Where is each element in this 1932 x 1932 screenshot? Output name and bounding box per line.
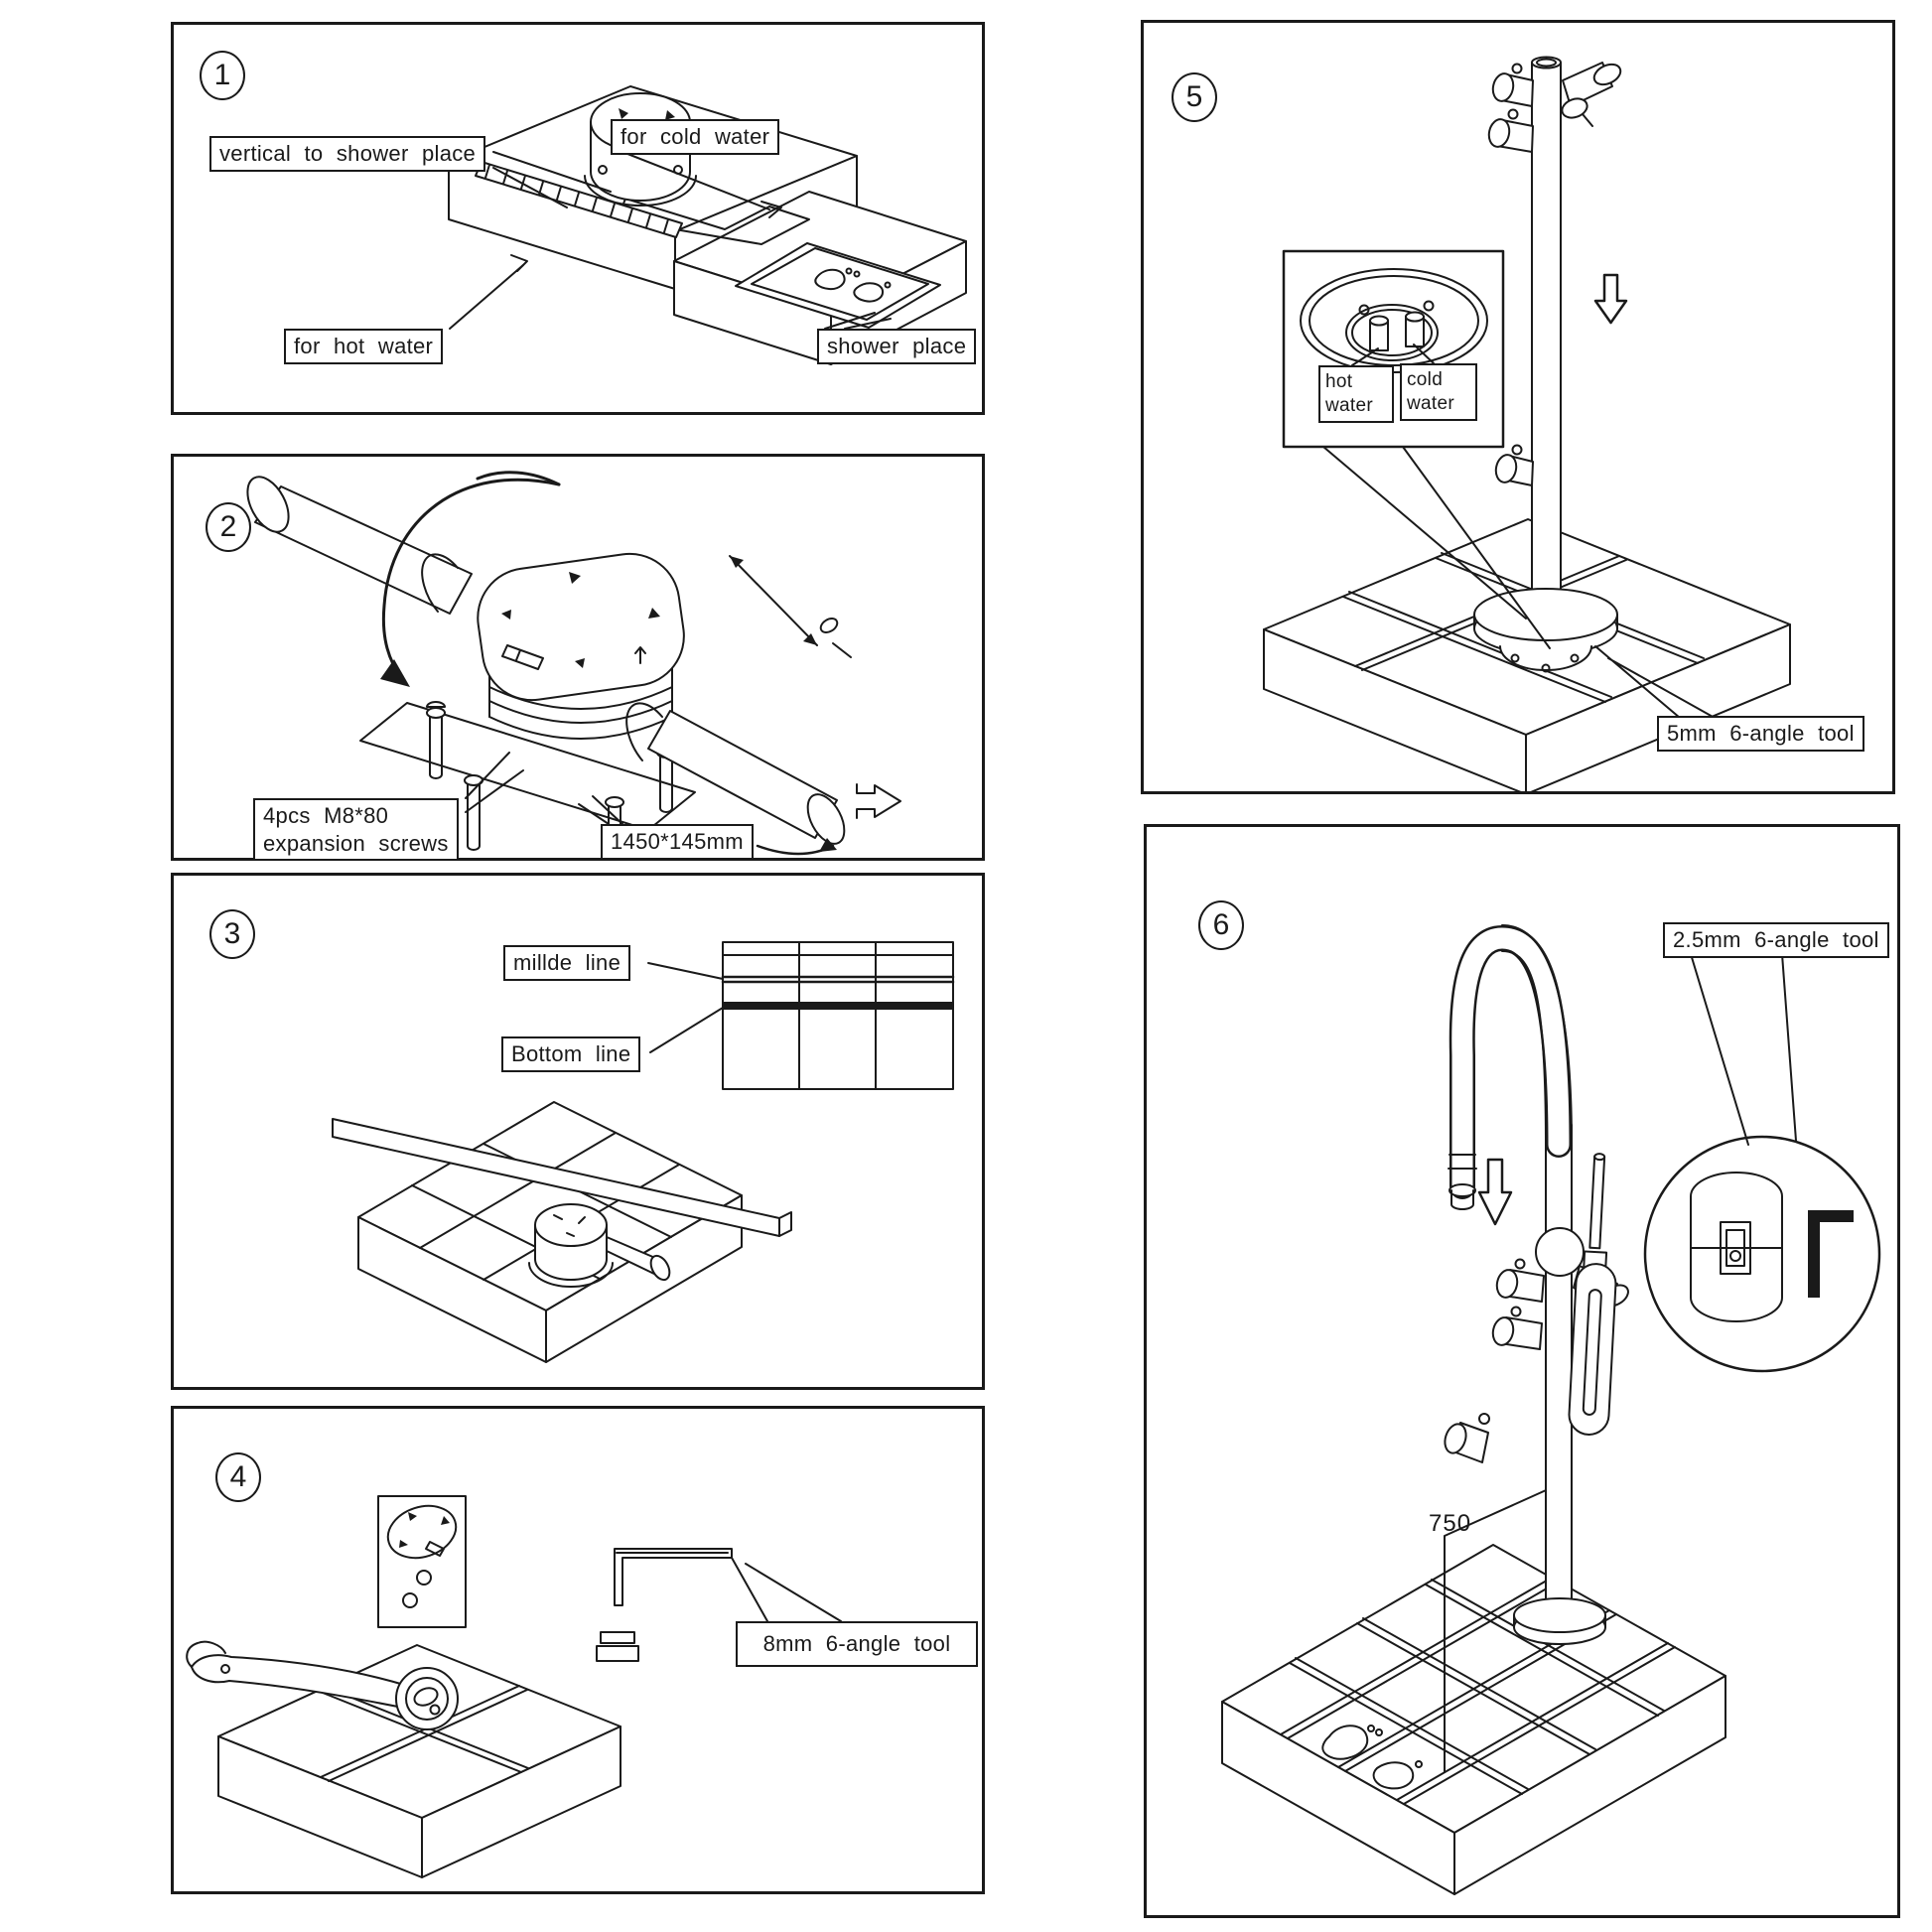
step-number-1 [200, 51, 245, 100]
valve-body [472, 547, 691, 739]
panel-3 [171, 873, 985, 1390]
elevation-view [723, 942, 953, 1089]
panel-6-art [1147, 827, 1897, 1915]
label-middle-line: millde line [503, 945, 630, 981]
panel-6 [1144, 824, 1900, 1918]
label-dimension-750: 750 [1429, 1510, 1472, 1537]
step-number-4 [215, 1452, 261, 1502]
label-line-1: 4pcs M8*80 [263, 803, 389, 828]
lower-knob-icon [1442, 1414, 1489, 1462]
label-for-hot-water: for hot water [284, 329, 443, 364]
tiled-base [1222, 1545, 1725, 1894]
down-arrow-icon [1595, 275, 1626, 323]
step-number-text: 3 [223, 917, 241, 950]
left-knob-icon [1486, 110, 1533, 153]
screw-plug [597, 1632, 638, 1661]
down-arrow-icon [1479, 1160, 1511, 1224]
panel-5-art [1144, 23, 1892, 791]
label-8mm-tool: 8mm 6-angle tool [736, 1621, 978, 1667]
hand-shower-icon [1568, 1153, 1622, 1436]
label-line-2: expansion screws [263, 830, 449, 856]
leader-lines [732, 1558, 841, 1621]
dimension-marks [730, 556, 851, 657]
step-number-text: 6 [1212, 908, 1230, 941]
left-pipe [239, 471, 472, 614]
label-dimension-1450: 1450*145mm [601, 824, 754, 860]
label-bottom-line: Bottom line [501, 1036, 640, 1072]
mid-knob-icon [1493, 446, 1533, 486]
allen-key-icon [615, 1549, 732, 1605]
panel-2 [171, 454, 985, 861]
step-number-text: 4 [229, 1460, 247, 1493]
flange [1514, 1598, 1605, 1644]
right-connector-icon [1560, 61, 1624, 126]
panel-4 [171, 1406, 985, 1894]
label-cold-water: cold water [1400, 363, 1477, 421]
leader-lines [648, 963, 723, 1052]
left-knob-icon [1490, 1308, 1542, 1350]
label-expansion-screws [253, 798, 459, 861]
valve-top-view [378, 1496, 466, 1627]
step-number-text: 2 [219, 510, 237, 543]
step-number-5 [1172, 72, 1217, 122]
step-number-text: 1 [213, 59, 231, 91]
label-shower-place: shower place [817, 329, 976, 364]
left-knob-icon [1490, 65, 1533, 107]
step-number-6 [1198, 900, 1244, 950]
panel-1 [171, 22, 985, 415]
left-knob-icon [1494, 1260, 1544, 1303]
label-vertical-to-shower-place: vertical to shower place [209, 136, 485, 172]
label-2-5mm-tool: 2.5mm 6-angle tool [1663, 922, 1889, 958]
label-hot-water: hot water [1318, 365, 1394, 423]
panel-5 [1141, 20, 1895, 794]
step-number-text: 5 [1185, 80, 1203, 113]
step-number-3 [209, 909, 255, 959]
magnifier-detail [1645, 1137, 1879, 1371]
step-number-2 [206, 502, 251, 552]
label-for-cold-water: for cold water [611, 119, 779, 155]
shower-column [1486, 58, 1623, 595]
leader-lines [1691, 954, 1796, 1145]
label-5mm-tool: 5mm 6-angle tool [1657, 716, 1864, 752]
